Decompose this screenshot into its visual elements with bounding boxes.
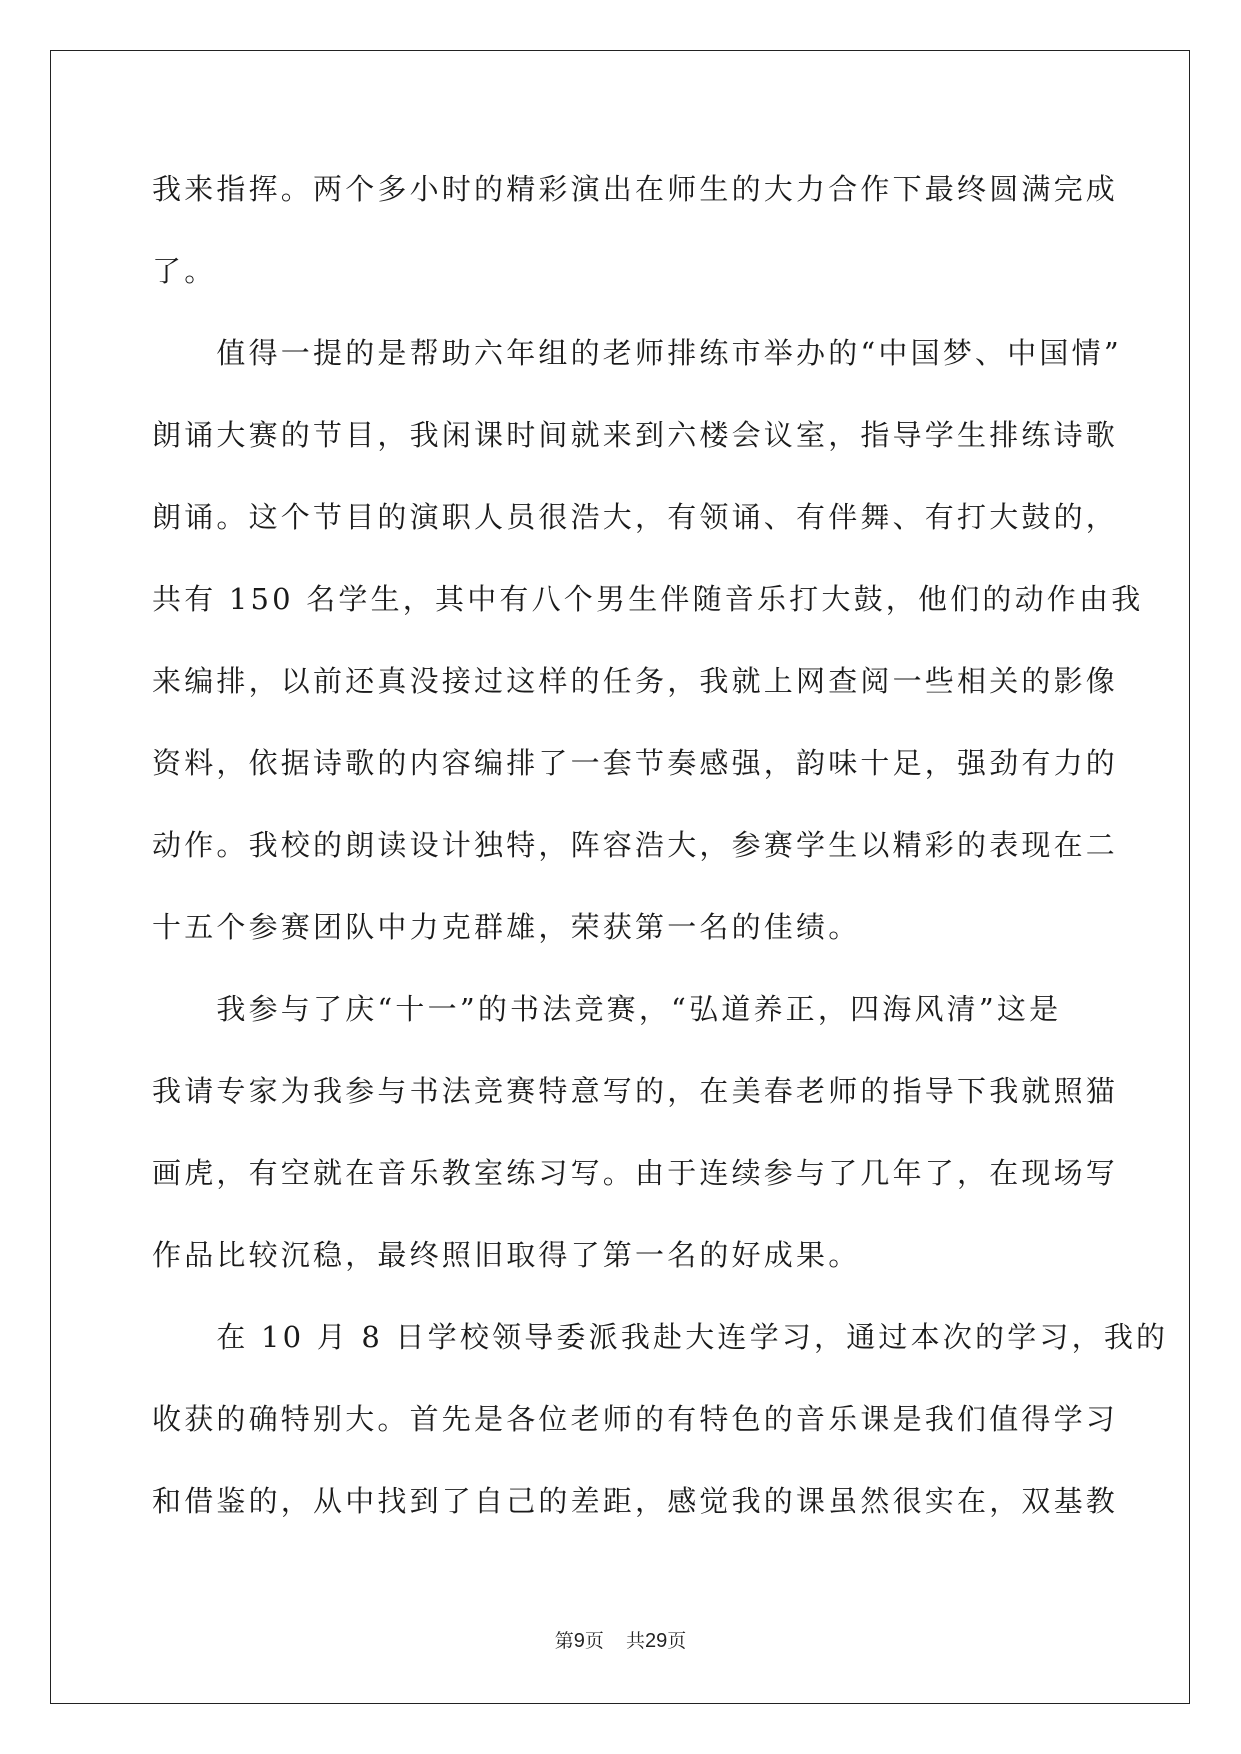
text-line: 我参与了庆“十一”的书法竞赛，“弘道养正，四海风清”这是	[152, 992, 1062, 1026]
text-line: 朗诵。这个节目的演职人员很浩大，有领诵、有伴舞、有打大鼓的，	[152, 500, 1119, 534]
text-line: 我来指挥。两个多小时的精彩演出在师生的大力合作下最终圆满完成	[152, 172, 1119, 206]
text-line: 和借鉴的，从中找到了自己的差距，感觉我的课虽然很实在，双基教	[152, 1484, 1119, 1518]
page-number: 9	[573, 1630, 585, 1652]
text-line: 资料，依据诗歌的内容编排了一套节奏感强，韵味十足，强劲有力的	[152, 746, 1119, 780]
total-suffix: 页	[667, 1630, 687, 1652]
total-prefix: 共	[625, 1630, 645, 1652]
total-pages: 29	[644, 1630, 668, 1652]
text-line: 作品比较沉稳，最终照旧取得了第一名的好成果。	[152, 1238, 861, 1272]
text-line: 在 10 月 8 日学校领导委派我赴大连学习，通过本次的学习，我的	[152, 1320, 1169, 1354]
document-body	[152, 163, 1169, 1557]
page-footer	[0, 1626, 1241, 1653]
text-line: 朗诵大赛的节目，我闲课时间就来到六楼会议室，指导学生排练诗歌	[152, 418, 1119, 452]
page-suffix: 页	[584, 1630, 604, 1652]
text-line: 了。	[152, 254, 217, 288]
text-line: 收获的确特别大。首先是各位老师的有特色的音乐课是我们值得学习	[152, 1402, 1119, 1436]
text-line: 值得一提的是帮助六年组的老师排练市举办的“中国梦、中国情”	[152, 336, 1122, 370]
text-line: 画虎，有空就在音乐教室练习写。由于连续参与了几年了，在现场写	[152, 1156, 1119, 1190]
text-line: 我请专家为我参与书法竞赛特意写的，在美春老师的指导下我就照猫	[152, 1074, 1119, 1108]
text-line: 来编排，以前还真没接过这样的任务，我就上网查阅一些相关的影像	[152, 664, 1119, 698]
text-line: 共有 150 名学生，其中有八个男生伴随音乐打大鼓，他们的动作由我	[152, 582, 1144, 616]
page-prefix: 第	[554, 1630, 574, 1652]
text-line: 十五个参赛团队中力克群雄，荣获第一名的佳绩。	[152, 910, 861, 944]
text-line: 动作。我校的朗读设计独特，阵容浩大，参赛学生以精彩的表现在二	[152, 828, 1119, 862]
